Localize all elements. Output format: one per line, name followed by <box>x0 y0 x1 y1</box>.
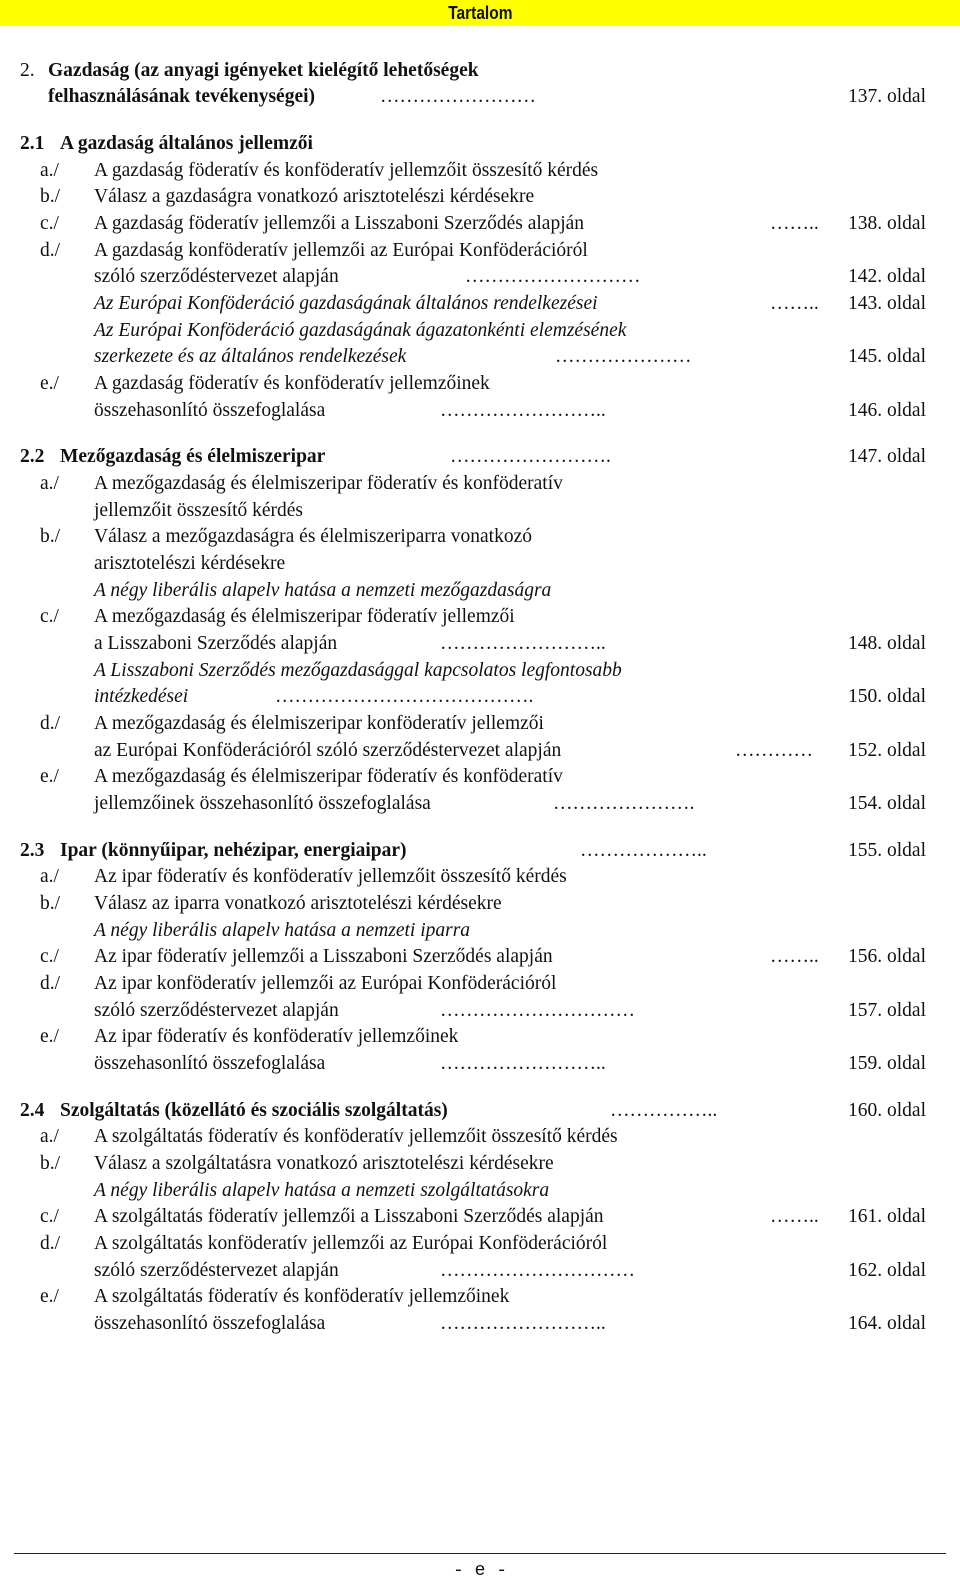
toc-leader-dots: …………………….. <box>440 1053 606 1074</box>
header-bar <box>0 0 960 26</box>
toc-text: Válasz az iparra vonatkozó arisztotelészi kérdésekre <box>94 893 502 914</box>
toc-text: A szolgáltatás föderatív jellemzői a Lisszaboni Szerződés alapján <box>94 1206 604 1227</box>
toc-text: A Lisszaboni Szerződés mezőgazdasággal kapcsolatos legfontosabb <box>94 660 622 681</box>
toc-text: Szolgáltatás (közellátó és szociális szolgáltatás) <box>60 1100 448 1121</box>
toc-text: Válasz a mezőgazdaságra és élelmiszeriparra vonatkozó <box>94 526 532 547</box>
toc-text: Az Európai Konföderáció gazdaságának ágazatonkénti elemzésének <box>94 320 627 341</box>
toc-text: Az ipar föderatív és konföderatív jellemzőit összesítő kérdés <box>94 866 567 887</box>
toc-leader-dots: …….. <box>770 213 819 234</box>
toc-page-ref: 138. oldal <box>848 213 926 234</box>
toc-leader-dots: …………………… <box>380 86 536 107</box>
toc-leader-dots: ………………………… <box>440 1000 635 1021</box>
toc-leader-dots: …………………….. <box>440 633 606 654</box>
toc-leader-dots: …….. <box>770 293 819 314</box>
toc-text: szerkezete és az általános rendelkezések <box>94 346 407 367</box>
toc-item-number: 2.3 <box>20 840 45 861</box>
toc-text: szóló szerződéstervezet alapján <box>94 1000 339 1021</box>
toc-item-number: d./ <box>40 973 61 994</box>
toc-text: A szolgáltatás föderatív és konföderatív jellemzőinek <box>94 1286 510 1307</box>
toc-item-number: b./ <box>40 526 61 547</box>
toc-text: jellemzőit összesítő kérdés <box>94 500 304 521</box>
toc-text: A négy liberális alapelv hatása a nemzeti szolgáltatásokra <box>94 1180 550 1201</box>
toc-item-number: e./ <box>40 1026 59 1047</box>
toc-leader-dots: …………………. <box>553 793 695 814</box>
toc-text: az Európai Konföderációról szóló szerződéstervezet alapján <box>94 740 562 761</box>
toc-text: Az ipar föderatív jellemzői a Lisszaboni Szerződés alapján <box>94 946 553 967</box>
toc-item-number: e./ <box>40 373 59 394</box>
toc-page-ref: 146. oldal <box>848 400 926 421</box>
footer-divider <box>14 1553 946 1554</box>
toc-text: szóló szerződéstervezet alapján <box>94 266 339 287</box>
toc-text: Válasz a gazdaságra vonatkozó arisztotelészi kérdésekre <box>94 186 535 207</box>
toc-leader-dots: …………………………………. <box>275 686 534 707</box>
toc-page-ref: 148. oldal <box>848 633 926 654</box>
toc-text: A gazdaság föderatív jellemzői a Lisszaboni Szerződés alapján <box>94 213 585 234</box>
toc-text: A négy liberális alapelv hatása a nemzeti mezőgazdaságra <box>94 580 552 601</box>
toc-item-number: d./ <box>40 713 61 734</box>
toc-text: Az Európai Konföderáció gazdaságának általános rendelkezései <box>94 293 598 314</box>
toc-item-number: 2. <box>20 60 35 81</box>
toc-page-ref: 164. oldal <box>848 1313 926 1334</box>
toc-text: A mezőgazdaság és élelmiszeripar föderatív és konföderatív <box>94 766 563 787</box>
toc-text: felhasználásának tevékenységei) <box>48 86 316 107</box>
toc-text: jellemzőinek összehasonlító összefoglalása <box>94 793 431 814</box>
toc-text: összehasonlító összefoglalása <box>94 400 326 421</box>
toc-text: Ipar (könnyűipar, nehézipar, energiaipar) <box>60 840 407 861</box>
toc-text: összehasonlító összefoglalása <box>94 1313 326 1334</box>
toc-page-ref: 160. oldal <box>848 1100 926 1121</box>
toc-text: A mezőgazdaság és élelmiszeripar föderatív és konföderatív <box>94 473 563 494</box>
toc-page-ref: 161. oldal <box>848 1206 926 1227</box>
toc-leader-dots: …………………….. <box>440 400 606 421</box>
toc-text: A szolgáltatás konföderatív jellemzői az Európai Konföderációról <box>94 1233 608 1254</box>
toc-text: Az ipar konföderatív jellemzői az Európai Konföderációról <box>94 973 557 994</box>
toc-item-number: b./ <box>40 1153 61 1174</box>
toc-page-ref: 156. oldal <box>848 946 926 967</box>
toc-text: szóló szerződéstervezet alapján <box>94 1260 339 1281</box>
toc-text: Válasz a szolgáltatásra vonatkozó arisztotelészi kérdésekre <box>94 1153 554 1174</box>
toc-page-ref: 147. oldal <box>848 446 926 467</box>
toc-text: A gazdaság föderatív és konföderatív jellemzőinek <box>94 373 490 394</box>
toc-item-number: d./ <box>40 1233 61 1254</box>
toc-item-number: 2.2 <box>20 446 45 467</box>
toc-page-ref: 150. oldal <box>848 686 926 707</box>
toc-item-number: a./ <box>40 866 59 887</box>
toc-page-ref: 137. oldal <box>848 86 926 107</box>
toc-item-number: a./ <box>40 1126 59 1147</box>
toc-item-number: e./ <box>40 766 59 787</box>
toc-leader-dots: ………………………… <box>440 1260 635 1281</box>
toc-leader-dots: …………………….. <box>440 1313 606 1334</box>
toc-item-number: a./ <box>40 160 59 181</box>
toc-text: A gazdaság föderatív és konföderatív jellemzőit összesítő kérdés <box>94 160 599 181</box>
page-title: Tartalom <box>447 3 513 23</box>
toc-text: Az ipar föderatív és konföderatív jellemzőinek <box>94 1026 459 1047</box>
toc-leader-dots: …….. <box>770 1206 819 1227</box>
toc-page-ref: 154. oldal <box>848 793 926 814</box>
toc-item-number: 2.1 <box>20 133 45 154</box>
page-number: - e - <box>452 1561 507 1581</box>
toc-text: arisztotelészi kérdésekre <box>94 553 286 574</box>
toc-text: a Lisszaboni Szerződés alapján <box>94 633 338 654</box>
toc-text: A szolgáltatás föderatív és konföderatív jellemzőit összesítő kérdés <box>94 1126 618 1147</box>
toc-leader-dots: ………… <box>735 740 813 761</box>
toc-text: Mezőgazdaság és élelmiszeripar <box>60 446 326 467</box>
toc-page-ref: 159. oldal <box>848 1053 926 1074</box>
toc-item-number: d./ <box>40 240 61 261</box>
toc-text: Gazdaság (az anyagi igényeket kielégítő lehetőségek <box>48 60 479 81</box>
toc-text: A mezőgazdaság és élelmiszeripar konföderatív jellemzői <box>94 713 544 734</box>
toc-text: A mezőgazdaság és élelmiszeripar föderatív jellemzői <box>94 606 515 627</box>
toc-text: intézkedései <box>94 686 189 707</box>
toc-page-ref: 162. oldal <box>848 1260 926 1281</box>
toc-page-ref: 143. oldal <box>848 293 926 314</box>
toc-item-number: c./ <box>40 213 59 234</box>
toc-page-ref: 142. oldal <box>848 266 926 287</box>
toc-page-ref: 152. oldal <box>848 740 926 761</box>
toc-leader-dots: ………………… <box>555 346 692 367</box>
toc-leader-dots: ……………………… <box>465 266 641 287</box>
toc-page-ref: 145. oldal <box>848 346 926 367</box>
toc-item-number: c./ <box>40 946 59 967</box>
toc-item-number: b./ <box>40 186 61 207</box>
toc-page-ref: 157. oldal <box>848 1000 926 1021</box>
toc-item-number: c./ <box>40 606 59 627</box>
toc-item-number: 2.4 <box>20 1100 45 1121</box>
toc-leader-dots: ……………….. <box>580 840 707 861</box>
toc-item-number: c./ <box>40 1206 59 1227</box>
toc-item-number: a./ <box>40 473 59 494</box>
toc-text: A gazdaság általános jellemzői <box>60 133 313 154</box>
toc-leader-dots: …….. <box>770 946 819 967</box>
toc-page-ref: 155. oldal <box>848 840 926 861</box>
toc-item-number: e./ <box>40 1286 59 1307</box>
toc-text: A négy liberális alapelv hatása a nemzeti iparra <box>94 920 471 941</box>
toc-text: A gazdaság konföderatív jellemzői az Európai Konföderációról <box>94 240 588 261</box>
toc-leader-dots: ……………………. <box>450 446 611 467</box>
toc-leader-dots: …………….. <box>610 1100 718 1121</box>
toc-item-number: b./ <box>40 893 61 914</box>
toc-text: összehasonlító összefoglalása <box>94 1053 326 1074</box>
